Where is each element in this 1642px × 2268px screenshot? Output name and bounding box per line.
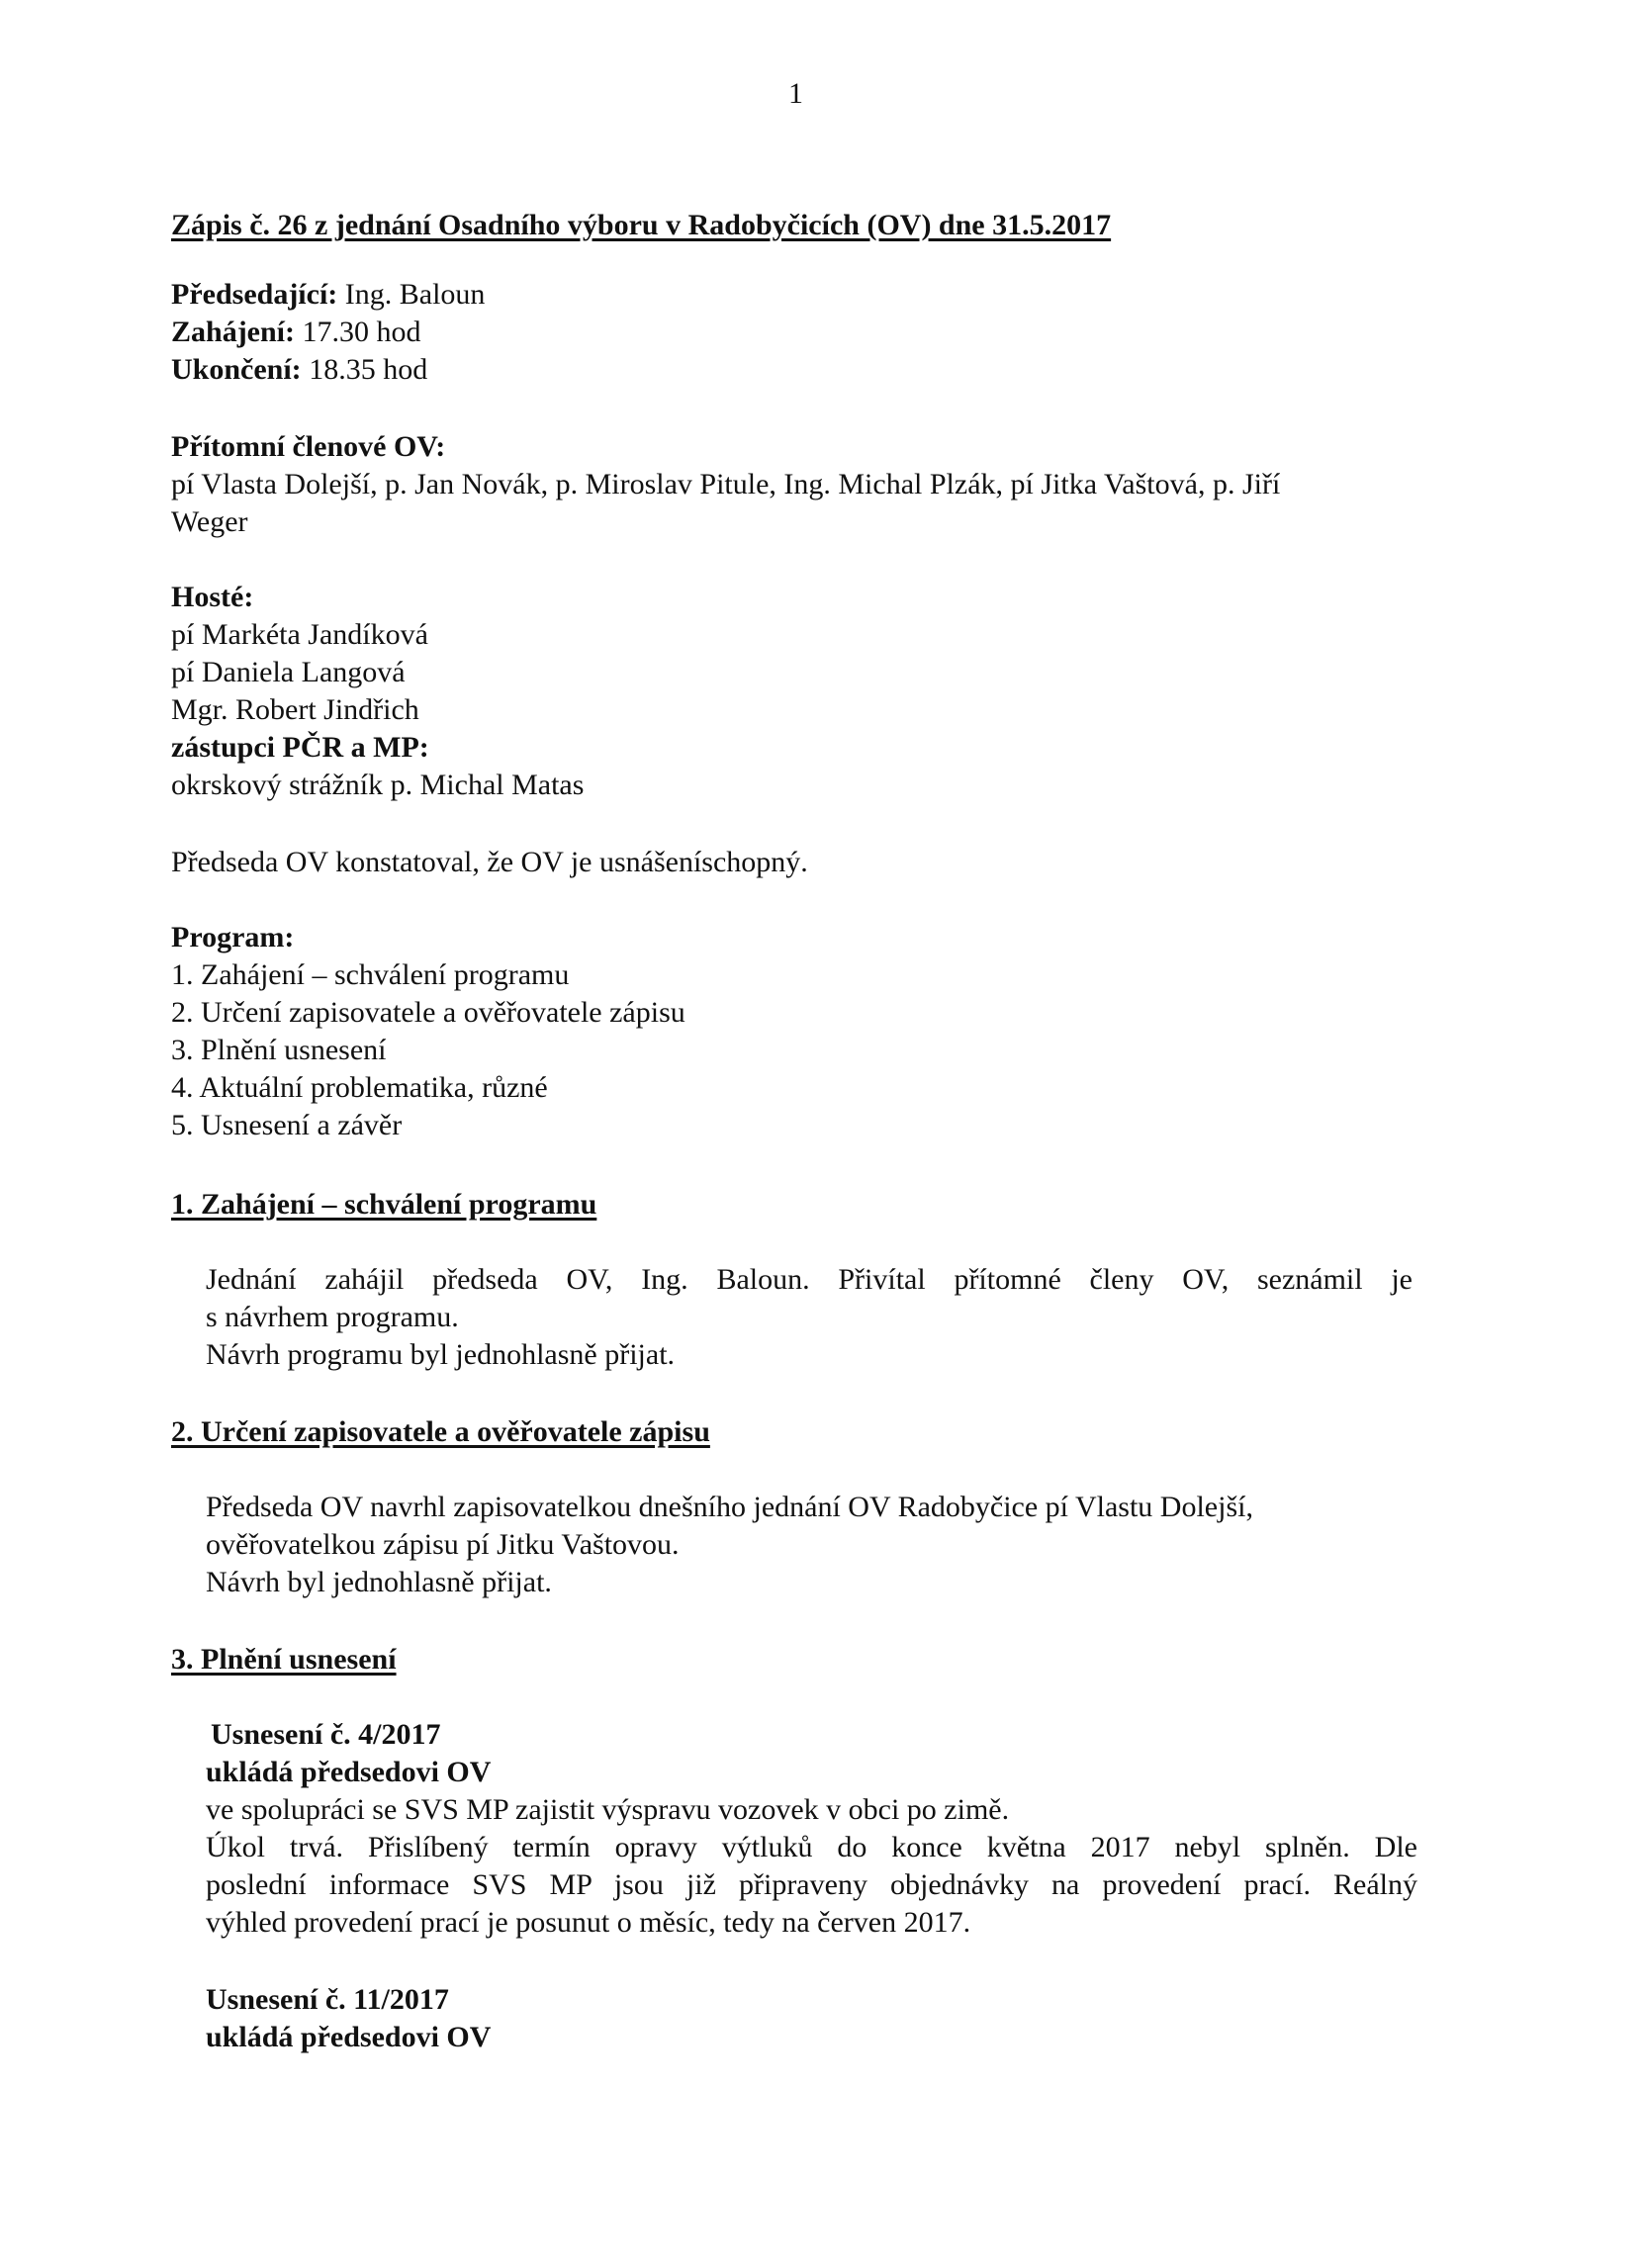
guest-item: pí Daniela Langová [171, 656, 406, 688]
section-2-line-2: ověřovatelkou zápisu pí Jitku Vaštovou. [206, 1528, 680, 1561]
members-line-1: pí Vlasta Dolejší, p. Jan Novák, p. Miroslav Pitule, Ing. Michal Plzák, pí Jitka Vaštová, p. Jiří [171, 468, 1281, 500]
resolution-text-line: výhled provedení prací je posunut o měsíc, tedy na červen 2017. [206, 1906, 971, 1939]
resolution-text-line: poslední informace SVS MP jsou již připraveny objednávky na provedení prací. Reálný [206, 1868, 1417, 1901]
police-heading: zástupci PČR a MP: [171, 731, 429, 764]
program-item: 1. Zahájení – schválení programu [171, 958, 570, 991]
guest-item: Mgr. Robert Jindřich [171, 693, 419, 726]
section-2-line-3: Návrh byl jednohlasně přijat. [206, 1566, 552, 1598]
end-value: 18.35 hod [301, 353, 428, 386]
section-1-line-2: s návrhem programu. [206, 1301, 459, 1333]
document-title: Zápis č. 26 z jednání Osadního výboru v Radobyčicích (OV) dne 31.5.2017 [171, 209, 1112, 241]
section-1-line-3: Návrh programu byl jednohlasně přijat. [206, 1338, 676, 1371]
members-line-2: Weger [171, 505, 248, 538]
members-heading: Přítomní členové OV: [171, 430, 446, 463]
section-1-heading: 1. Zahájení – schválení programu [171, 1188, 597, 1221]
start-label: Zahájení: [171, 316, 296, 348]
resolution-action: ukládá předsedovi OV [206, 2021, 492, 2053]
program-item: 4. Aktuální problematika, různé [171, 1071, 548, 1104]
chair-row [171, 277, 485, 313]
resolution-action: ukládá předsedovi OV [206, 1756, 492, 1788]
section-2-line-1: Předseda OV navrhl zapisovatelkou dnešního jednání OV Radobyčice pí Vlastu Dolejší, [206, 1491, 1253, 1523]
resolution-number: Usnesení č. 4/2017 [211, 1718, 441, 1751]
start-row [171, 315, 421, 350]
program-item: 2. Určení zapisovatele a ověřovatele zápisu [171, 996, 685, 1029]
resolution-text-line: ve spolupráci se SVS MP zajistit výspravu vozovek v obci po zimě. [206, 1793, 1010, 1826]
start-value: 17.30 hod [295, 316, 421, 348]
section-1-line-1: Jednání zahájil předseda OV, Ing. Baloun. Přivítal přítomné členy OV, seznámil je [206, 1263, 1413, 1296]
police-member: okrskový strážník p. Michal Matas [171, 769, 585, 801]
resolution-text-line: Úkol trvá. Přislíbený termín opravy výtluků do konce května 2017 nebyl splněn. Dle [206, 1831, 1417, 1863]
chair-label: Předsedající: [171, 278, 338, 311]
section-3-heading: 3. Plnění usnesení [171, 1643, 397, 1676]
end-label: Ukončení: [171, 353, 302, 386]
guest-item: pí Markéta Jandíková [171, 618, 428, 651]
quorum-statement: Předseda OV konstatoval, že OV je usnášeníschopný. [171, 846, 808, 878]
end-row [171, 352, 427, 388]
section-2-heading: 2. Určení zapisovatele a ověřovatele zápisu [171, 1415, 710, 1448]
program-heading: Program: [171, 921, 295, 953]
page-number: 1 [788, 77, 803, 110]
program-item: 5. Usnesení a závěr [171, 1109, 403, 1141]
chair-value: Ing. Baloun [337, 278, 486, 311]
program-item: 3. Plnění usnesení [171, 1034, 387, 1066]
guests-heading: Hosté: [171, 581, 254, 613]
resolution-number: Usnesení č. 11/2017 [206, 1983, 449, 2016]
